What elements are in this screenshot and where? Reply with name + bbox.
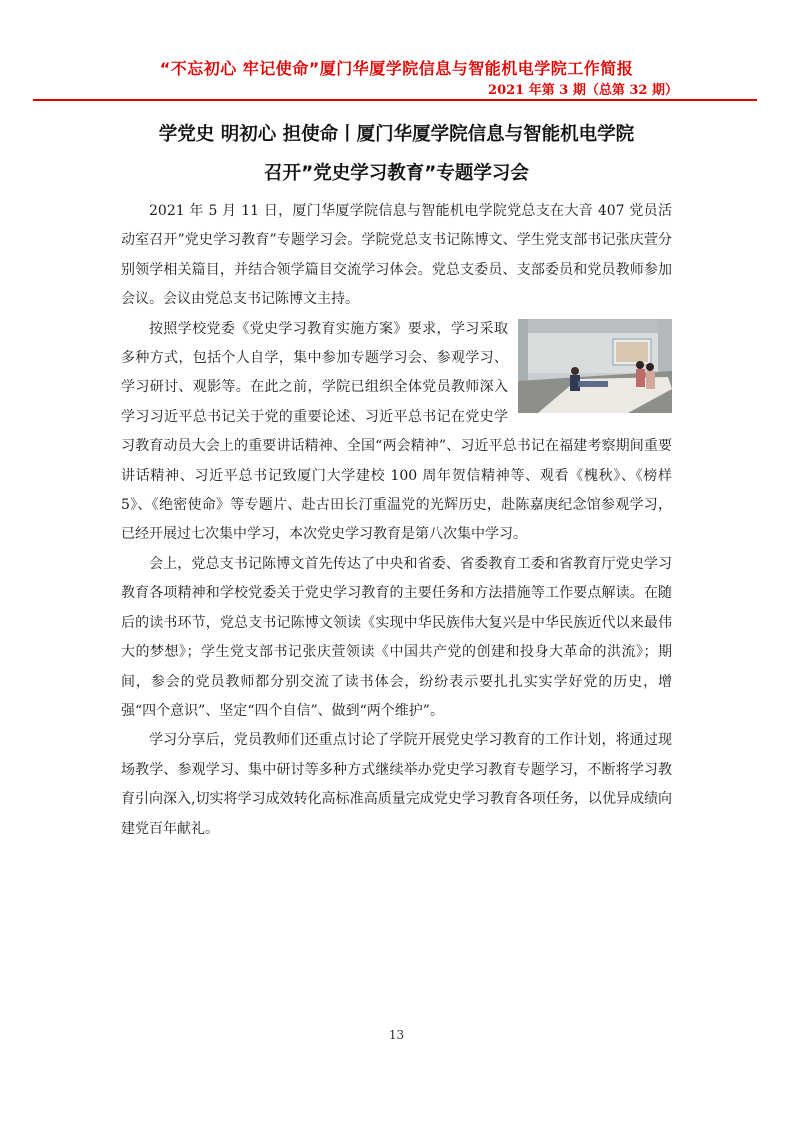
paragraph-1: 2021 年 5 月 11 日，厦门华厦学院信息与智能机电学院党总支在大音 407 党员活动室召开”党史学习教育”专题学习会。学院党总支书记陈博文、学生党支部书记张庆萱分别领学相关篇目，并结合领学篇目交流学习体会。党总支委员、支部委员和党员教师参加会议。会议由党总支书记陈博文主持。 [121, 203, 672, 308]
article-body [121, 197, 672, 844]
article-title-line-1: 学党史 明初心 担使命丨厦门华厦学院信息与智能机电学院 [158, 124, 635, 145]
article-title-line-2: 召开”党史学习教育”专题学习会 [264, 163, 529, 184]
meeting-photo [518, 319, 672, 413]
paragraph-2: 按照学校党委《党史学习教育实施方案》要求，学习采取多种方式，包括个人自学，集中参加专题学习会、参观学习、学习研讨、观影等。在此之前，学院已组织全体党员教师深入学习习近平总书记关于党的重要论述、习近平总书记在党史学习教育动员大会上的重要讲话精神、全国“两会精神”、习近平总书记在福建考察期间重要讲话精神、习近平总书记致厦门大学建校 100 周年贺信精神等、观看《槐秋》、《榜样 5》、《绝密使命》等专题片、赴古田长汀重温党的光辉历史，赴陈嘉庚纪念馆参观学习，已经开展过七次集中学习，本次党史学习教育是第八次集中学习。 [121, 320, 672, 543]
issue-number: 2021 年第 3 期（总第 32 期） [488, 83, 678, 98]
paragraph-3: 会上，党总支书记陈博文首先传达了中央和省委、省委教育工委和省教育厅党史学习教育各项精神和学校党委关于党史学习教育的主要任务和方法措施等工作要点解读。在随后的读书环节，党总支书记陈博文领读《实现中华民族伟大复兴是中华民族近代以来最伟大的梦想》；学生党支部书记张庆萱领读《中国共产党的创建和投身大革命的洪流》；期间，参会的党员教师都分别交流了读书体会，纷纷表示要扎扎实实学好党的历史，增强“四个意识”、坚定“四个自信”、做到“两个维护”。 [121, 555, 672, 719]
page-number: 13 [388, 1028, 405, 1042]
header-divider [33, 99, 757, 101]
bulletin-header-title: “不忘初心 牢记使命”厦门华厦学院信息与智能机电学院工作简报 [159, 59, 634, 78]
paragraph-4: 学习分享后，党员教师们还重点讨论了学院开展党史学习教育的工作计划，将通过现场教学、参观学习、集中研讨等多种方式继续举办党史学习教育专题学习，不断将学习教育引向深入,切实将学习成效转化高标准高质量完成党史学习教育各项任务，以优异成绩向建党百年献礼。 [121, 732, 672, 837]
